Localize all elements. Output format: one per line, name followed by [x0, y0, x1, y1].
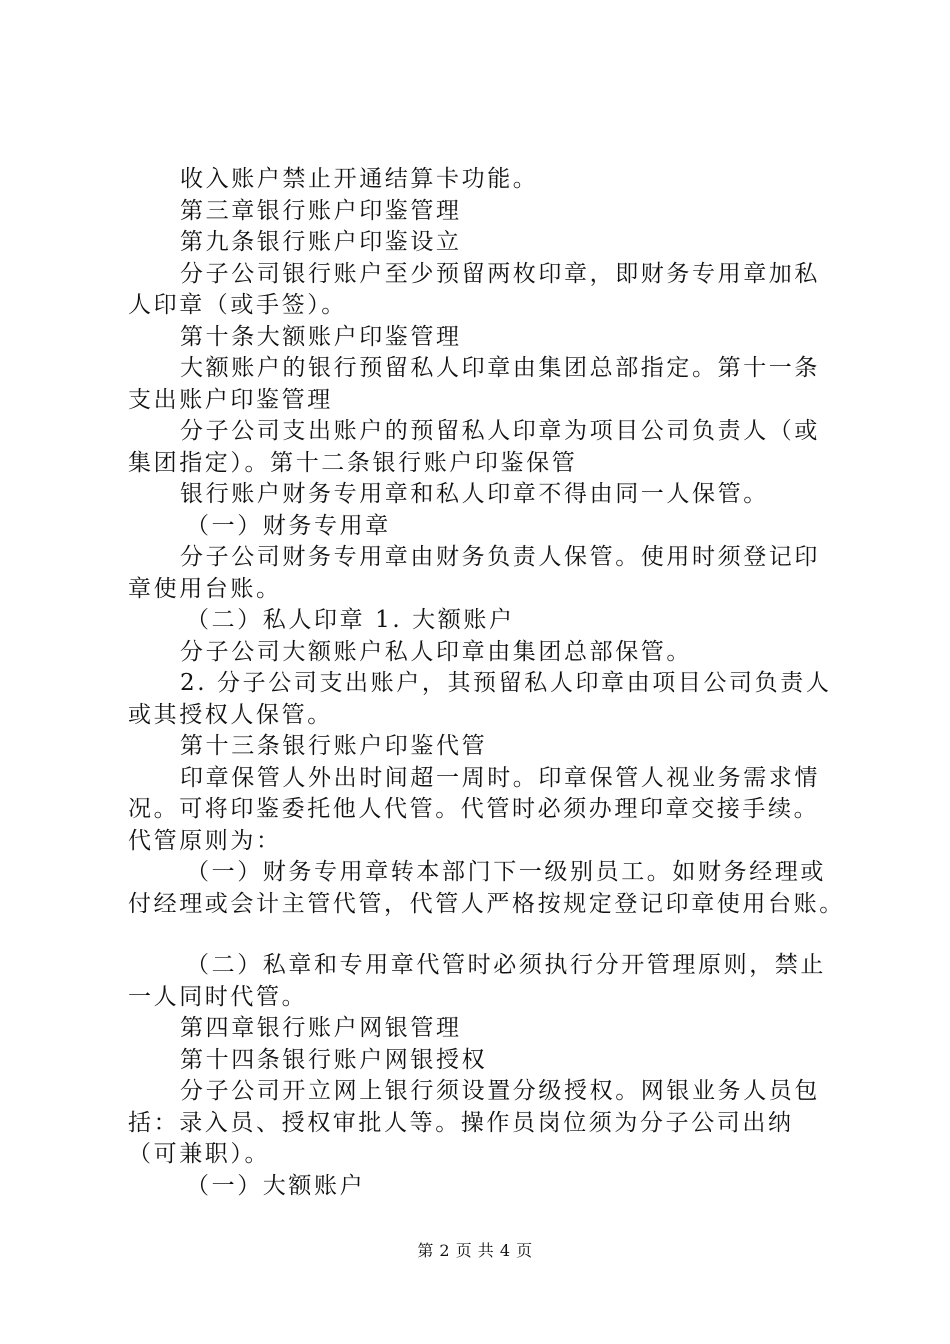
text-line: （可兼职）。 [128, 1141, 271, 1167]
text-line: 况。可将印鉴委托他人代管。代管时必须办理印章交接手续。 [128, 796, 820, 822]
text-line: 章使用台账。 [128, 575, 282, 602]
text-line: 集团指定）。第十二条银行账户印鉴保管 [128, 449, 578, 476]
article-heading: 第九条银行账户印鉴设立 [180, 229, 462, 255]
text-line: 大额账户的银行预留私人印章由集团总部指定。第十一条 [180, 355, 820, 381]
text-line: 分子公司财务专用章由财务负责人保管。使用时须登记印 [180, 544, 820, 570]
text-line: 印章保管人外出时间超一周时。印章保管人视业务需求情 [180, 764, 820, 791]
text-line: 分子公司银行账户至少预留两枚印章，即财务专用章加私 [180, 260, 820, 287]
text-line: 人印章（或手签）。 [128, 292, 347, 318]
text-line: 银行账户财务专用章和私人印章不得由同一人保管。 [180, 481, 769, 507]
text-line: 支出账户印鉴管理 [128, 386, 333, 413]
chapter-heading: 第三章银行账户印鉴管理 [180, 197, 462, 224]
text-line: （一）财务专用章转本部门下一级别员工。如财务经理或 [186, 859, 826, 885]
text-line: 收入账户禁止开通结算卡功能。 [180, 166, 539, 192]
text-line: 分子公司大额账户私人印章由集团总部保管。 [180, 638, 692, 665]
sub-item-heading: （一）财务专用章 [186, 512, 391, 539]
text-line: 分子公司开立网上银行须设置分级授权。网银业务人员包 [180, 1078, 820, 1104]
chapter-heading: 第四章银行账户网银管理 [180, 1015, 462, 1041]
text-line: 代管原则为： [128, 827, 282, 854]
text-line: 一人同时代管。 [128, 983, 308, 1010]
page-number-footer: 第 2 页 共 4 页 [417, 1241, 533, 1260]
article-heading: 第十四条银行账户网银授权 [180, 1046, 488, 1073]
article-heading: 第十条大额账户印鉴管理 [180, 323, 462, 350]
text-line: （二）私章和专用章代管时必须执行分开管理原则，禁止 [186, 952, 826, 978]
sub-item-heading: （二）私人印章 1. 大额账户 [186, 607, 515, 633]
text-line: 2. 分子公司支出账户，其预留私人印章由项目公司负责人 [180, 670, 832, 696]
text-line: 分子公司支出账户的预留私人印章为项目公司负责人（或 [180, 418, 820, 444]
text-line: 或其授权人保管。 [128, 701, 333, 728]
text-line: 括：录入员、授权审批人等。操作员岗位须为分子公司出纳 [128, 1109, 794, 1136]
article-heading: 第十三条银行账户印鉴代管 [180, 733, 488, 759]
text-line: 付经理或会计主管代管，代管人严格按规定登记印章使用台账。 [128, 890, 845, 917]
sub-item-heading: （一）大额账户 [186, 1172, 366, 1199]
document-body [128, 164, 848, 1202]
paragraph-spacer [128, 920, 848, 950]
